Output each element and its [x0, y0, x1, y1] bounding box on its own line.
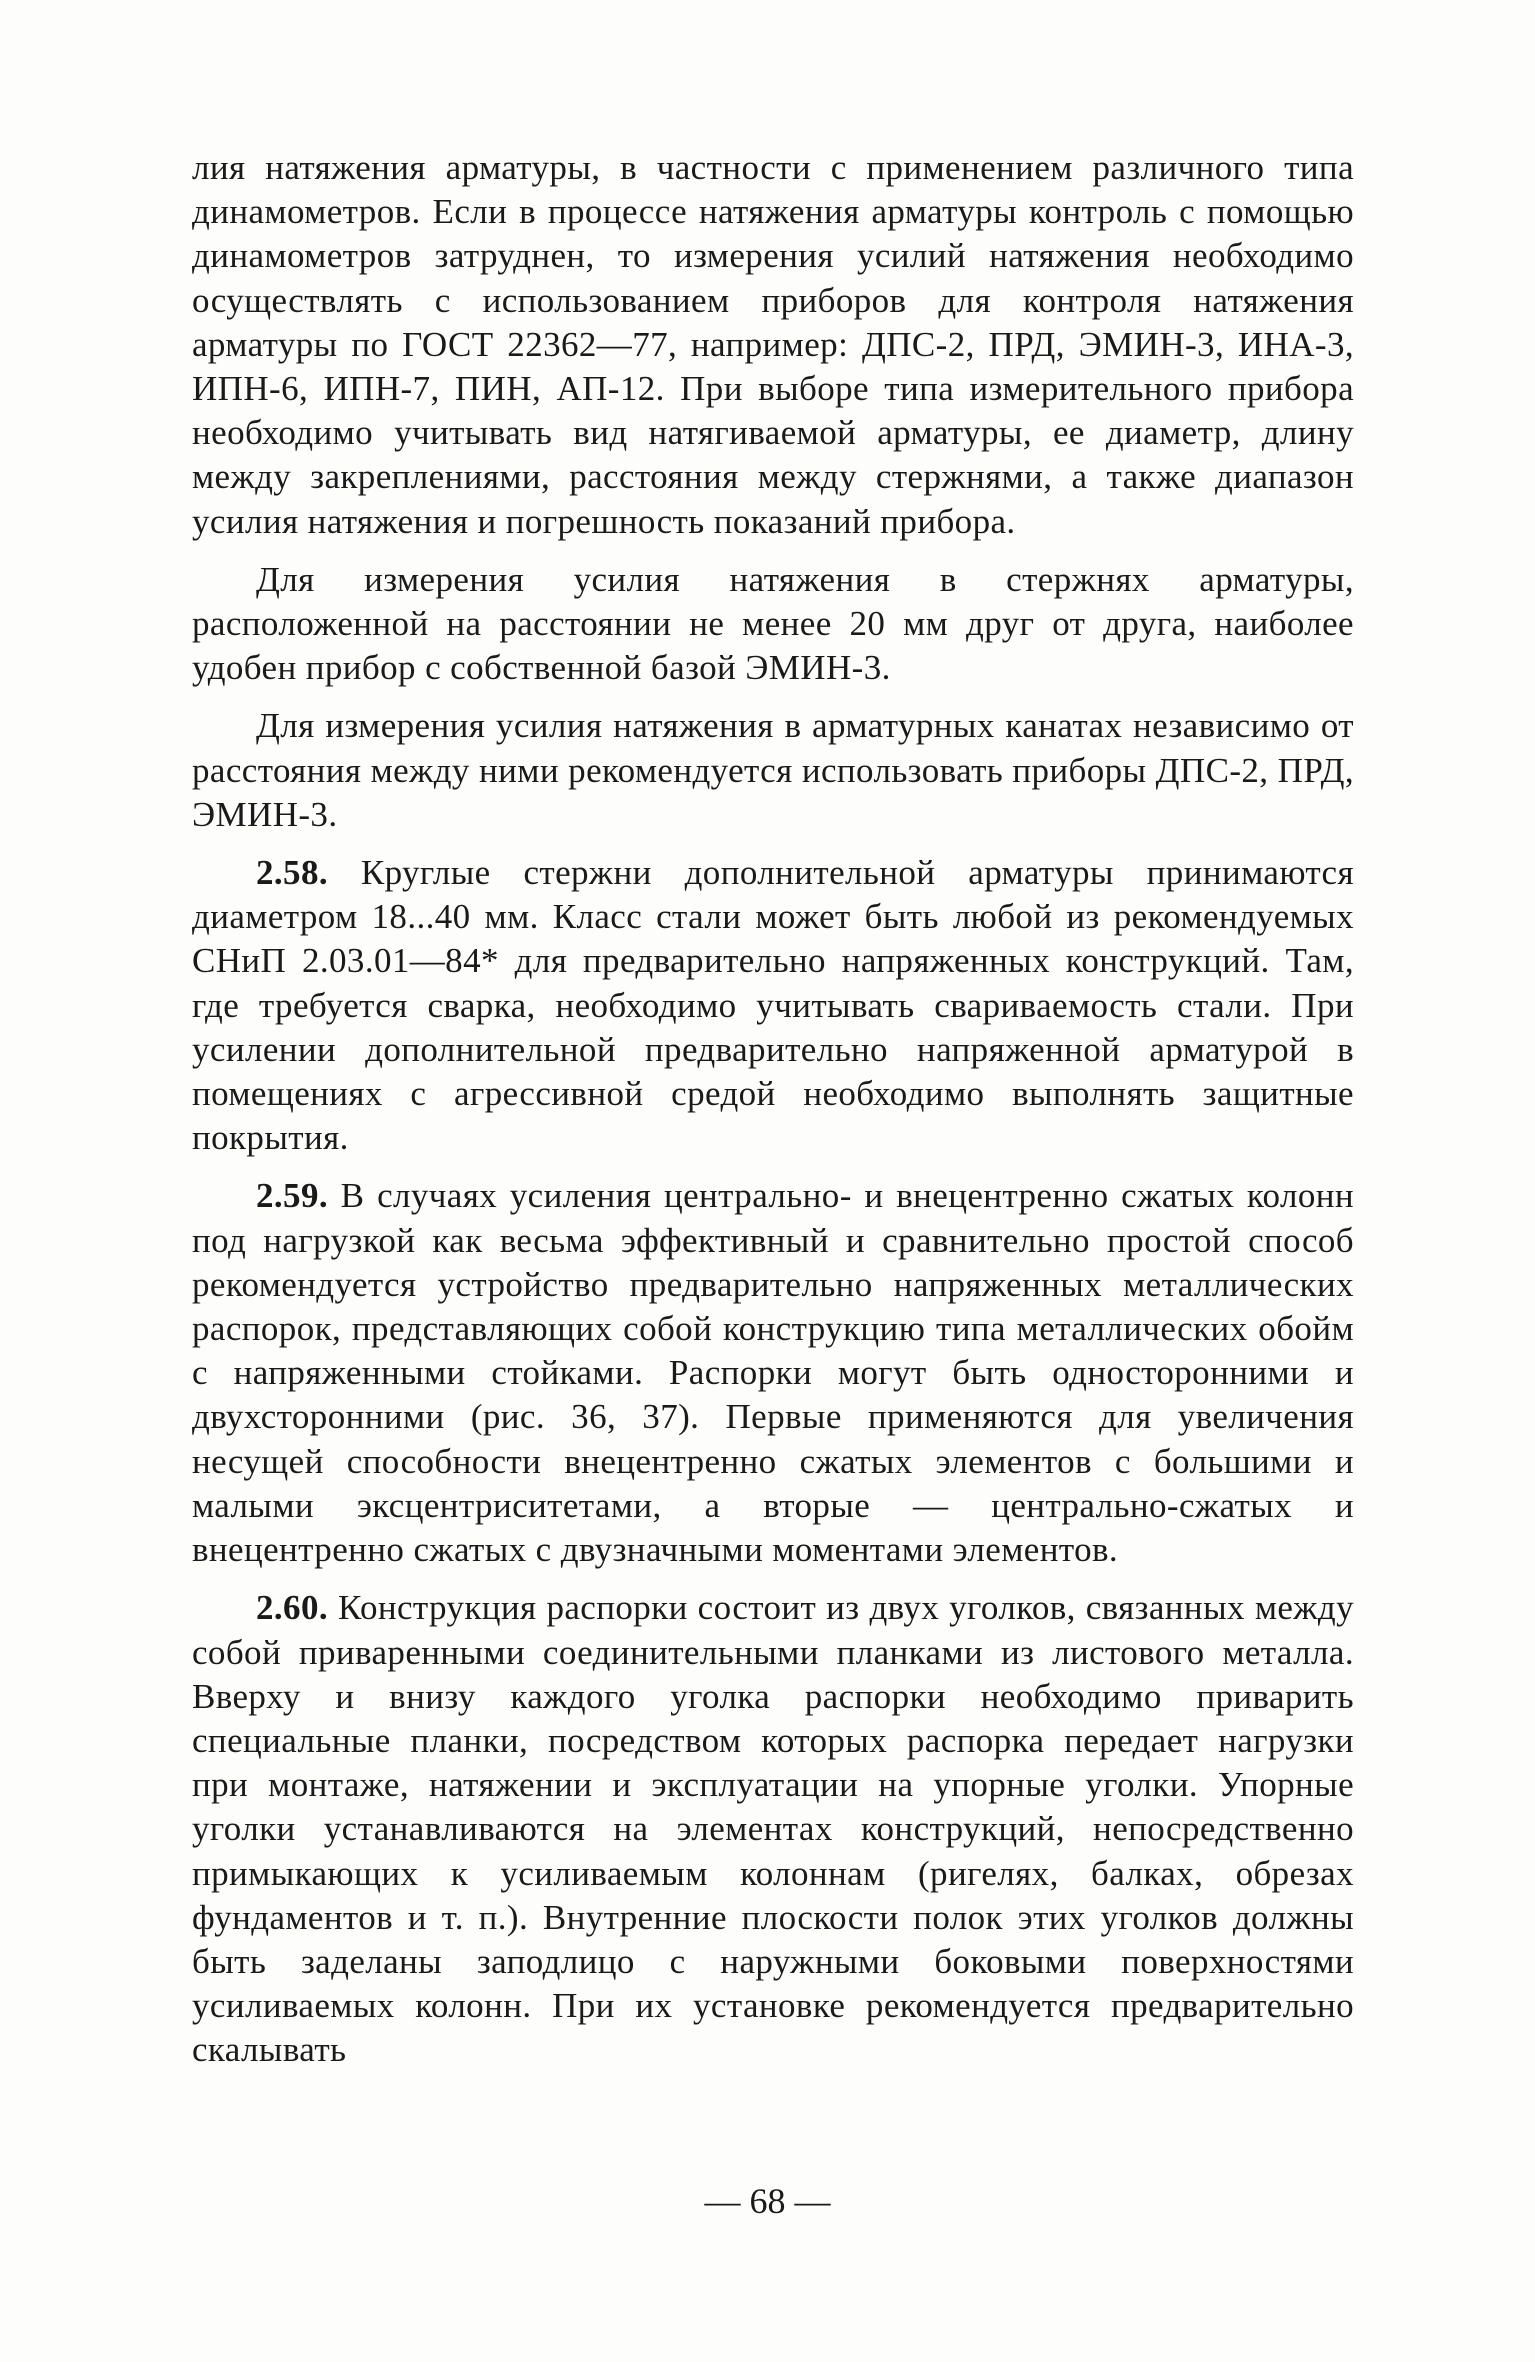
clause-number: 2.59. [256, 1176, 328, 1216]
clause-number: 2.60. [256, 1588, 328, 1628]
paragraph-2-60 [192, 1586, 1354, 2072]
paragraph-text: Для измерения усилия натяжения в арматурных канатах независимо от расстояния между ними рекомендуется использовать приборы ДПС-2, ПРД, ЭМИН-3. [192, 706, 1354, 834]
paragraph-text: Круглые стержни дополнительной арматуры принимаются диаметром 18...40 мм. Класс стали может быть любой из рекомендуемых СНиП 2.03.01—84* для предварительно напряженных конструкций. Там, где требуется сварка, необходимо учитывать свариваемость стали. При усилении дополнительной предварительно напряженной арматурой в помещениях с агрессивной средой необходимо выполнять защитные покрытия. [192, 853, 1354, 1158]
paragraph-text: Конструкция распорки состоит из двух уголков, связанных между собой приваренными соединительными планками из листового металла. Вверху и внизу каждого уголка распорки необходимо приварить специальные планки, посредством которых распорка передает нагрузки при монтаже, натяжении и эксплуатации на упорные уголки. Упорные уголки устанавливаются на элементах конструкций, непосредственно примыкающих к усиливаемым колоннам (ригелях, балках, обрезах фундаментов и т. п.). Внутренние плоскости полок этих уголков должны быть заделаны заподлицо с наружными боковыми поверхностями усиливаемых колонн. При их установке рекомендуется предварительно скалывать [192, 1588, 1354, 2070]
paragraph [192, 558, 1354, 691]
paragraph-2-58 [192, 851, 1354, 1160]
paragraph-2-59 [192, 1174, 1354, 1572]
paragraph-text: Для измерения усилия натяжения в стержнях арматуры, расположенной на расстоянии не менее 20 мм друг от друга, наиболее удобен прибор с собственной базой ЭМИН-3. [192, 559, 1354, 688]
paragraph-text: В случаях усиления центрально- и внецентренно сжатых колонн под нагрузкой как весьма эффективный и сравнительно простой способ рекомендуется устройство предварительно напряженных металлических распорок, представляющих собой конструкцию типа металлических обойм с напряженными стойками. Распорки могут быть односторонними и двухсторонними (рис. 36, 37). Первые применяются для увеличения несущей способности внецентренно сжатых элементов с большими и малыми эксцентриситетами, а вторые — центрально-сжатых и внецентренно сжатых с двузначными моментами элементов. [192, 1176, 1354, 1570]
paragraph [192, 704, 1354, 837]
paragraph-text: лия натяжения арматуры, в частности с применением различного типа динамометров. Если в процессе натяжения арматуры контроль с помощью динамометров затруднен, то измерения усилий натяжения необходимо осуществлять с использованием приборов для контроля натяжения арматуры по ГОСТ 22362—77, например: ДПС-2, ПРД, ЭМИН-3, ИНА-3, ИПН-6, ИПН-7, ПИН, АП-12. При выборе типа измерительного прибора необходимо учитывать вид натягиваемой арматуры, ее диаметр, длину между закреплениями, расстояния между стержнями, а также диапазон усилия натяжения и погрешность показаний прибора. [192, 148, 1354, 541]
paragraph-continued [192, 146, 1354, 544]
body-text [192, 146, 1354, 2087]
page-number: — 68 — [704, 2181, 831, 2221]
clause-number: 2.58. [256, 853, 328, 893]
